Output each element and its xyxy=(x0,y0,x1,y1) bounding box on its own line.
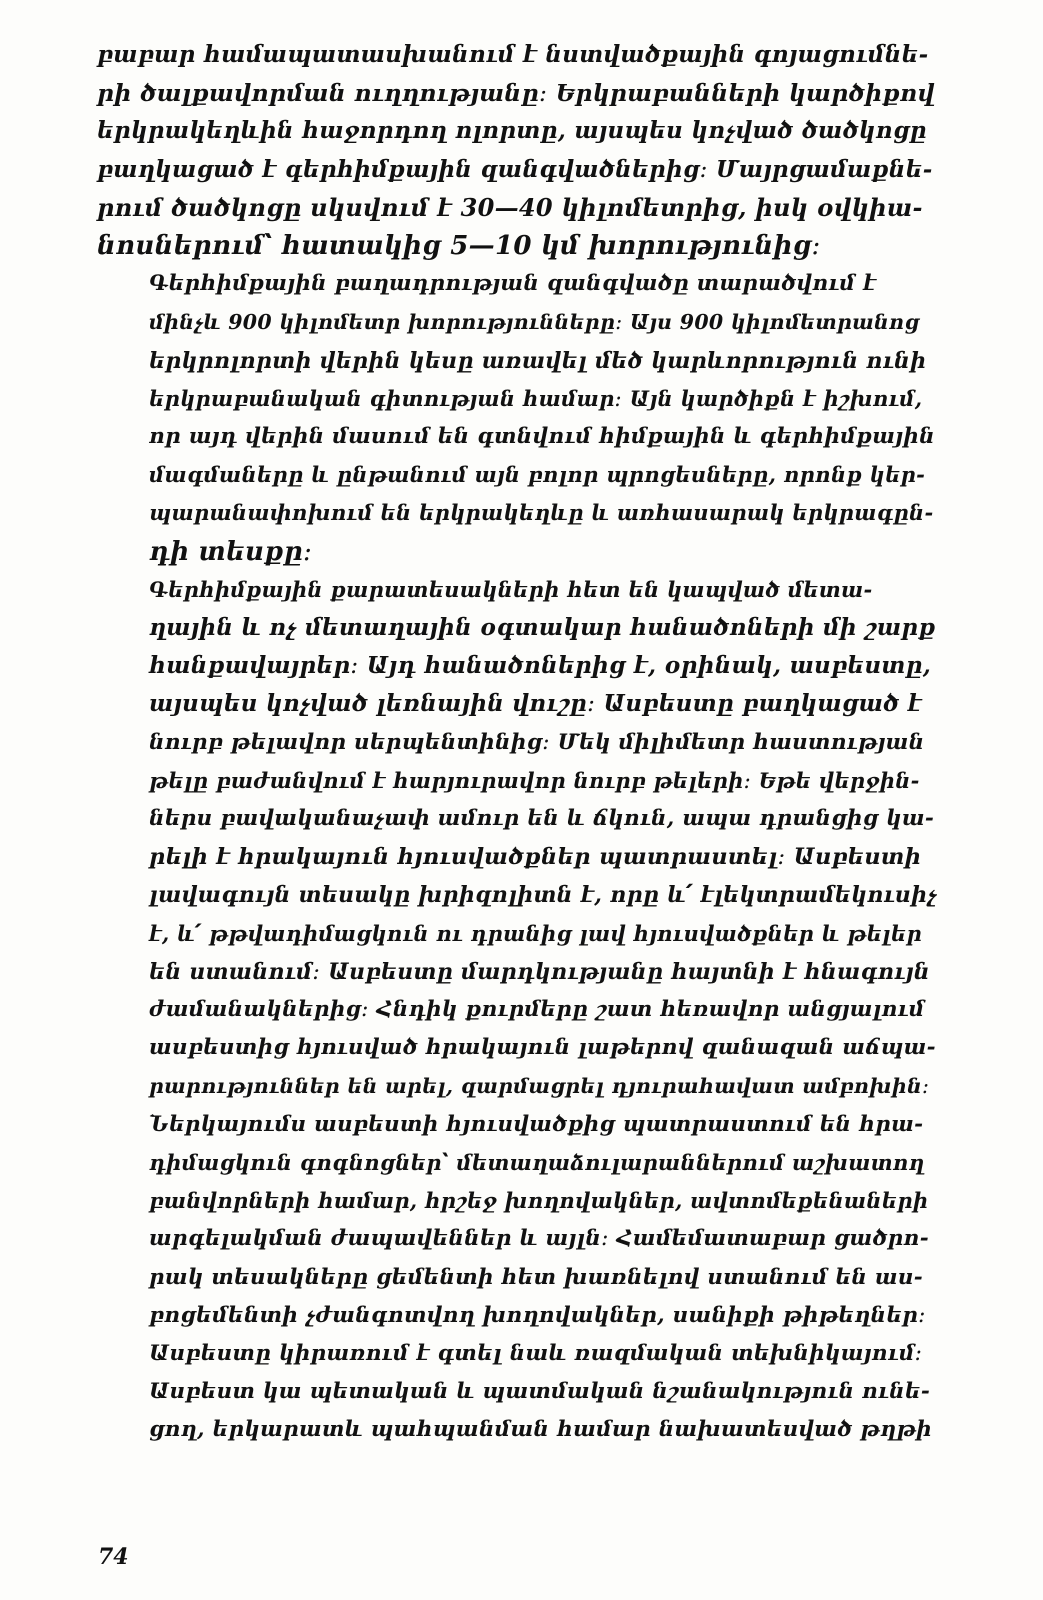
paragraph xyxy=(97,36,937,265)
paragraph xyxy=(97,265,937,571)
text-line: պարանափոխում են երկրակեղևը և առհասարակ երկրագըն- xyxy=(149,500,934,526)
text-line: երկրակեղևին հաջորդող ոլորտը, այսպես կոչված ծածկոցը xyxy=(97,117,927,145)
text-line: լավագույն տեսակը խրիզոլիտն է, որը և՛ էլեկտրամեկուսիչ xyxy=(149,882,938,909)
text-line: Գերհիմքային բաղադրության զանգվածը տարածվում է xyxy=(149,271,877,297)
text-line: Ասբեստը կիրառում է գտել նաև ռազմական տեխնիկայում։ xyxy=(149,1340,923,1366)
text-line: բաղկացած է գերհիմքային զանգվածներից։ Մայրցամաքնե- xyxy=(97,155,933,183)
text-line: երկրոլորտի վերին կեսը առավել մեծ կարևորություն ունի xyxy=(149,347,927,374)
text-line: այսպես կոչված լեռնային վուշը։ Ասբեստը բաղկացած է xyxy=(149,690,922,718)
text-line: հանքավայրեր։ Այդ հանածոներից է, օրինակ, ասբեստը, xyxy=(149,652,932,680)
text-line: մագմաները և ընթանում այն բոլոր պրոցեսները, որոնք կեր- xyxy=(149,462,926,488)
text-line: է, և՛ թթվադիմացկուն ու դրանից լավ հյուսվածքներ և թելեր xyxy=(149,920,922,946)
text-line: արգելակման ժապավեններ և այլն։ Համեմատաբար ցածրո- xyxy=(149,1226,929,1252)
text-line: են ստանում։ Ասբեստը մարդկությանը հայտնի է հնագույն xyxy=(149,958,930,985)
text-line: րում ծածկոցը սկսվում է 30—40 կիլոմետրից, իսկ օվկիա- xyxy=(97,192,923,222)
text-line: բոցեմենտի չժանգոտվող խողովակներ, սանիքի թիթեղներ։ xyxy=(149,1302,926,1328)
text-line: Ասբեստ կա պետական և պատմական նշանակություն ունե- xyxy=(149,1379,931,1405)
text-line: ներս բավականաչափ ամուր են և ճկուն, ապա դրանցից կա- xyxy=(149,806,935,832)
paragraph xyxy=(97,571,937,1450)
text-line: թելը բաժանվում է հարյուրավոր նուրբ թելերի։ Եթե վերջին- xyxy=(149,767,920,793)
text-line: մինչև 900 կիլոմետր խորությունները։ Այս 900 կիլոմետրանոց xyxy=(149,310,920,335)
text-line: րակ տեսակները ցեմենտի հետ խառնելով ստանում են աս- xyxy=(149,1264,923,1290)
text-line: րի ծալքավորման ուղղությանը։ Երկրաբանների կարծիքով xyxy=(97,79,935,108)
text-line: դի տեսքը։ xyxy=(149,536,313,567)
body-text xyxy=(97,36,937,1450)
text-line: րարություններ են արել, զարմացրել դյուրահավատ ամբոխին։ xyxy=(149,1074,930,1099)
text-line: ցող, երկարատև պահպանման համար նախատեսված թղթի xyxy=(149,1417,933,1443)
text-line: ասբեստից հյուսված հրակայուն լաթերով զանազան աճպա- xyxy=(149,1035,936,1061)
text-line: Գերհիմքային քարատեսակների հետ են կապված մետա- xyxy=(149,576,873,602)
text-line: բանվորների համար, հրշեջ խողովակներ, ավտոմեքենաների xyxy=(149,1188,929,1214)
text-line: որ այդ վերին մասում են գտնվում հիմքային և գերհիմքային xyxy=(149,424,935,450)
text-line: նուրբ թելավոր սերպենտինից։ Մեկ միլիմետր հաստության xyxy=(149,729,925,755)
text-line: րելի է հրակայուն հյուսվածքներ պատրաստել։ Ասբեստի xyxy=(149,844,922,871)
text-line: ղային և ոչ մետաղային օգտակար հանածոների մի շարք xyxy=(149,614,936,642)
text-line: դիմացկուն գոգնոցներ՝ մետաղաձուլարաններում աշխատող xyxy=(149,1149,925,1175)
text-line: երկրաբանական գիտության համար։ Այն կարծիքն է իշխում, xyxy=(149,385,923,411)
page-number: 74 xyxy=(98,1544,129,1570)
text-line: Ներկայումս ասբեստի հյուսվածքից պատրաստում են հրա- xyxy=(149,1111,924,1137)
text-line: նոսներում՝ հատակից 5—10 կմ խորությունից։ xyxy=(97,231,821,262)
text-line: ժամանակներից։ Հնդիկ քուրմերը շատ հեռավոր անցյալում xyxy=(149,997,925,1023)
text-line: բաբար համապատասխանում է նստվածքային գոյացումնե- xyxy=(97,41,929,68)
